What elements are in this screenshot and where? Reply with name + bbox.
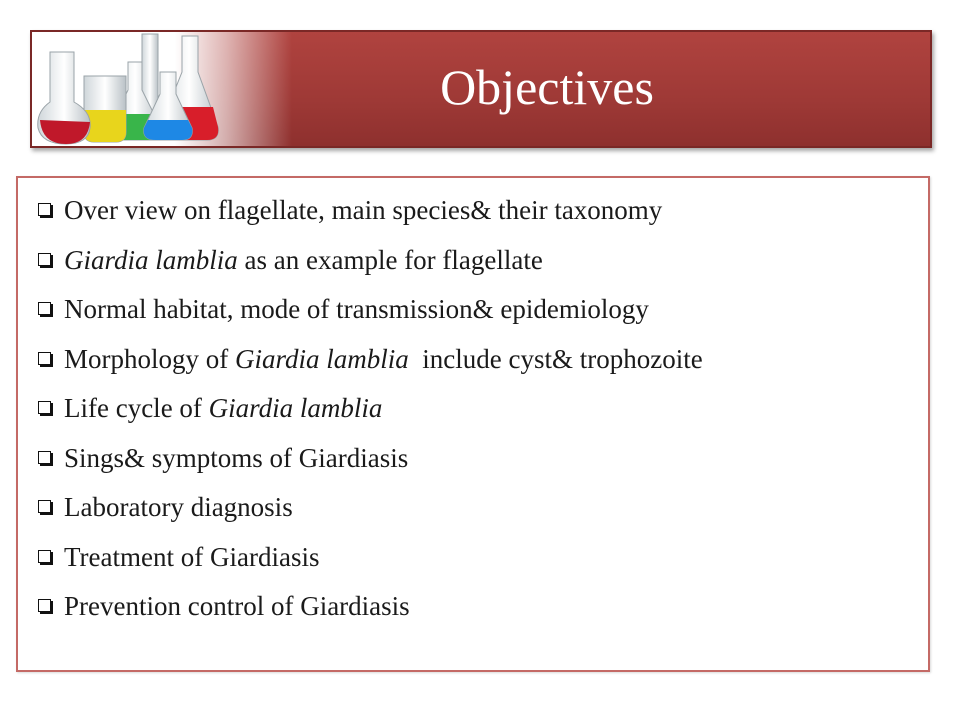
objective-item: [38, 384, 918, 434]
objective-item: [38, 582, 918, 632]
square-bullet-icon: [38, 451, 51, 464]
objective-text: Normal habitat, mode of transmission& epidemiology: [64, 294, 649, 324]
objective-item: [38, 186, 918, 236]
objective-text: Treatment of Giardiasis: [64, 541, 320, 572]
objective-text: Laboratory diagnosis: [64, 492, 293, 522]
objectives-list: [38, 186, 918, 632]
square-bullet-icon: [38, 253, 51, 266]
objective-item: [38, 434, 918, 484]
objectives-box: [16, 176, 930, 672]
objective-text: Giardia lamblia: [64, 244, 238, 275]
objective-item: [38, 335, 918, 385]
square-bullet-icon: [38, 599, 51, 612]
objective-text: Life cycle of: [64, 393, 209, 423]
objective-text: Over view on flagellate, main species& their taxonomy: [64, 195, 663, 225]
square-bullet-icon: [38, 203, 51, 216]
objective-text: Giardia lamblia: [235, 343, 409, 374]
square-bullet-icon: [38, 302, 51, 315]
square-bullet-icon: [38, 500, 51, 513]
page-title: Objectives: [440, 59, 654, 115]
objective-text: include cyst& trophozoite: [408, 343, 703, 374]
objective-item: [38, 483, 918, 533]
objective-item: [38, 285, 918, 335]
square-bullet-icon: [38, 352, 51, 365]
objective-text: Giardia lamblia: [208, 393, 383, 423]
objective-item: [38, 236, 918, 286]
title-banner: [30, 30, 932, 148]
objective-text: as an example for flagellate: [237, 244, 543, 275]
square-bullet-icon: [38, 401, 51, 414]
objective-item: [38, 533, 918, 583]
objective-text: Prevention control of Giardiasis: [64, 591, 410, 621]
objective-text: Morphology of: [64, 343, 235, 374]
square-bullet-icon: [38, 550, 51, 563]
objective-text: Sings& symptoms of Giardiasis: [64, 442, 409, 473]
laboratory-flasks-image: [32, 32, 242, 146]
